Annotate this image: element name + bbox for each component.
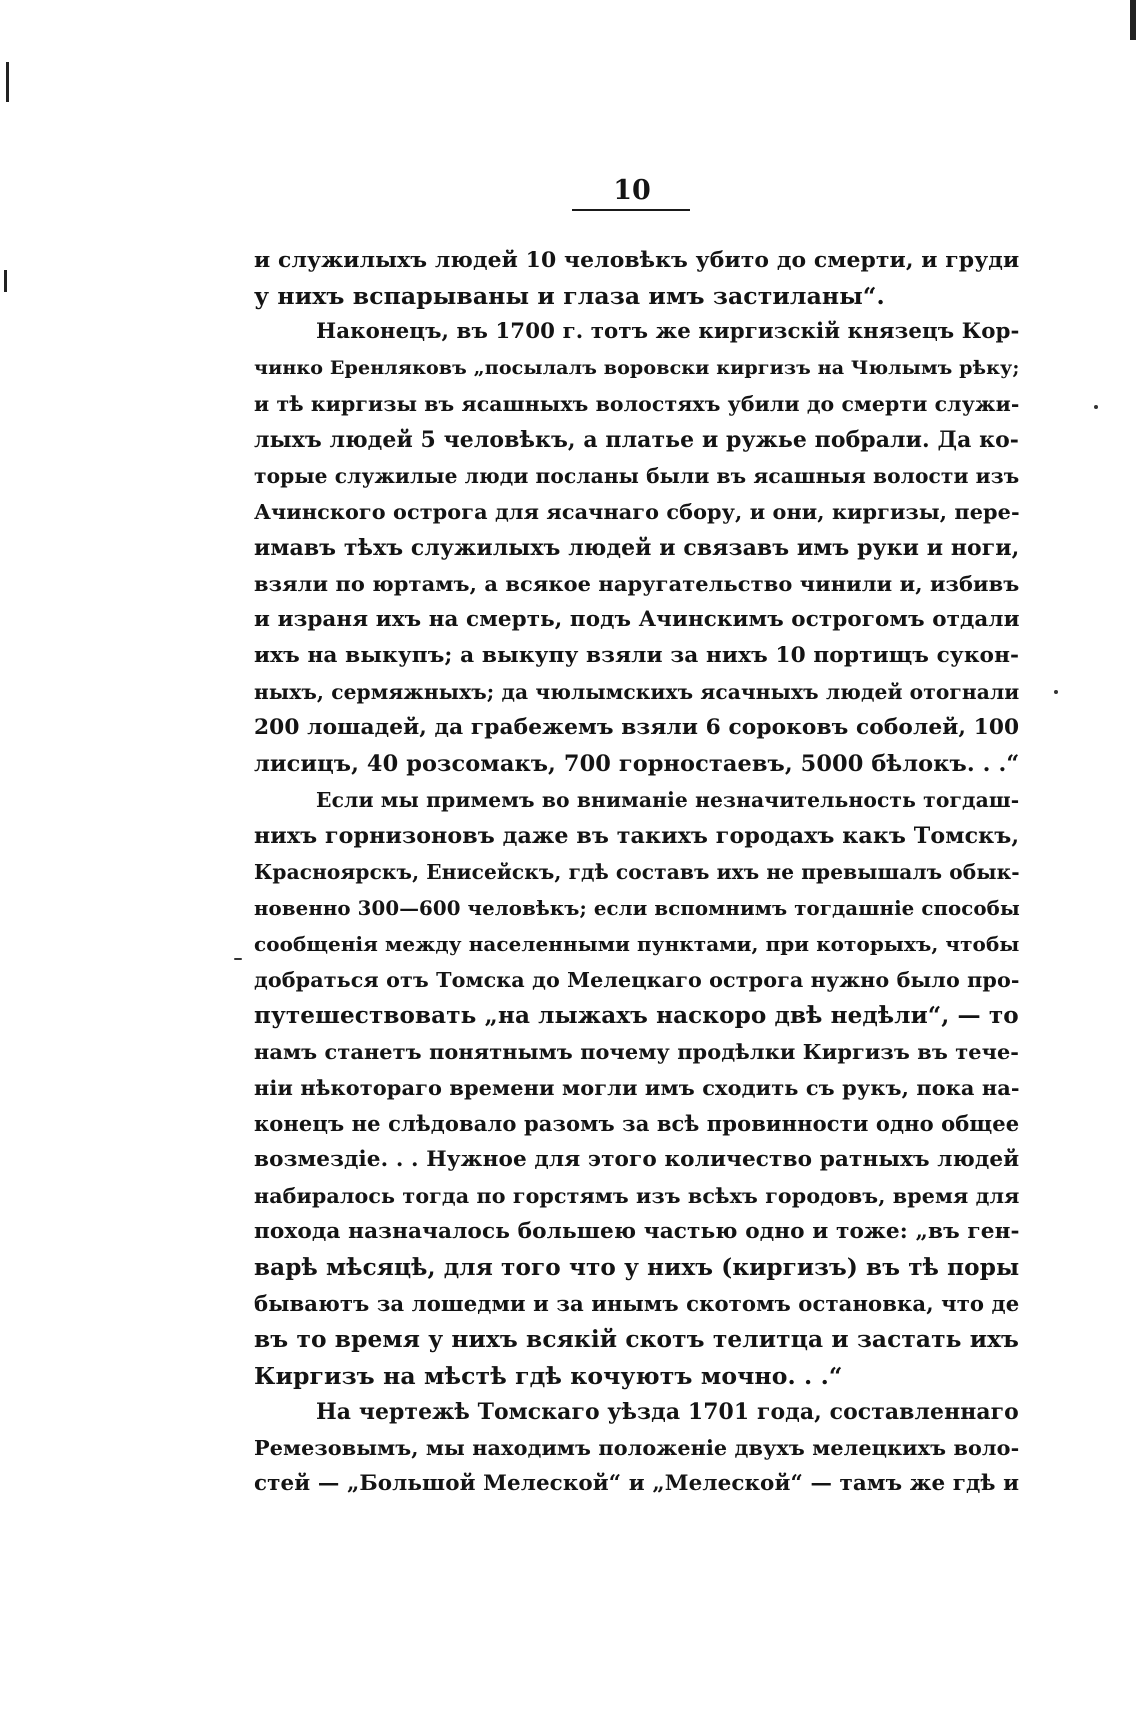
text-line: варѣ мѣсяцѣ, для того что у нихъ (киргизъ) въ тѣ поры — [254, 1254, 1020, 1281]
text-line: взяли по юртамъ, а всякое наругательство чинили и, избивъ — [254, 571, 1020, 596]
text-line: На чертежѣ Томскаго уѣзда 1701 года, составленнаго — [316, 1399, 1019, 1425]
text-line: бываютъ за лошедми и за инымъ скотомъ остановка, что де — [254, 1291, 1020, 1316]
scan-speck — [1094, 405, 1098, 409]
scan-speck — [1054, 690, 1058, 694]
text-line: сообщенія между населенными пунктами, при которыхъ, чтобы — [254, 932, 1020, 956]
text-line: намъ станетъ понятнымъ почему продѣлки Киргизъ въ тече- — [254, 1039, 1020, 1064]
text-line: чинко Еренляковъ „посылалъ воровски киргизъ на Чюлымъ рѣку; — [254, 356, 1020, 379]
text-line: у нихъ вспарываны и глаза имъ застиланы“. — [254, 282, 885, 310]
text-line: ніи нѣкотораго времени могли имъ сходить съ рукъ, пока на- — [254, 1075, 1020, 1100]
text-line: Красноярскъ, Енисейскъ, гдѣ составъ ихъ не превышалъ обык- — [254, 860, 1020, 884]
text-line: лыхъ людей 5 человѣкъ, а платье и ружье побрали. Да ко- — [254, 427, 1019, 453]
text-line: 200 лошадей, да грабежемъ взяли 6 сороковъ соболей, 100 — [254, 715, 1020, 740]
page-number-header — [572, 176, 692, 211]
text-line: и служилыхъ людей 10 человѣкъ убито до смерти, и груди — [254, 247, 1020, 273]
text-line: стей — „Большой Мелеской“ и „Мелеской“ — тамъ же гдѣ и — [254, 1471, 1020, 1496]
scan-edge-mark — [1130, 0, 1136, 40]
text-line: путешествовать „на лыжахъ наскоро двѣ недѣли“, — то — [254, 1002, 1019, 1029]
scan-edge-mark — [4, 270, 7, 292]
text-line: добраться отъ Томска до Мелецкаго острога нужно было про- — [254, 968, 1020, 992]
text-line: лисицъ, 40 розсомакъ, 700 горностаевъ, 5000 бѣлокъ. . .“ — [254, 751, 1020, 777]
scan-speck — [234, 958, 242, 960]
body-text — [254, 242, 1018, 1502]
text-line: возмездіе. . . Нужное для этого количество ратныхъ людей — [254, 1147, 1020, 1172]
text-line: Наконецъ, въ 1700 г. тотъ же киргизскій князецъ Кор- — [316, 319, 1020, 344]
text-line: конецъ не слѣдовало разомъ за всѣ провинности одно общее — [254, 1111, 1020, 1136]
text-line: ныхъ, сермяжныхъ; да чюлымскихъ ясачныхъ людей отогнали — [254, 680, 1020, 704]
text-line: имавъ тѣхъ служилыхъ людей и связавъ имъ руки и ноги, — [254, 535, 1020, 561]
text-line: въ то время у нихъ всякій скотъ телитца и застать ихъ — [254, 1326, 1020, 1353]
text-line: набиралось тогда по горстямъ изъ всѣхъ городовъ, время для — [254, 1184, 1020, 1208]
scan-edge-mark — [6, 62, 9, 102]
text-line: нихъ горнизоновъ даже въ такихъ городахъ какъ Томскъ, — [254, 823, 1020, 849]
text-line: ихъ на выкупъ; а выкупу взяли за нихъ 10 портищъ сукон- — [254, 643, 1020, 668]
text-line: Киргизъ на мѣстѣ гдѣ кочуютъ мочно. . .“ — [254, 1362, 843, 1390]
text-line: Ачинского острога для ясачнаго сбору, и они, киргизы, пере- — [254, 499, 1020, 524]
page-number-rule — [572, 209, 690, 211]
text-line: Ремезовымъ, мы находимъ положеніе двухъ мелецкихъ воло- — [254, 1436, 1020, 1460]
text-line: Если мы примемъ во вниманіе незначительность тогдаш- — [316, 788, 1020, 812]
text-line: и израня ихъ на смерть, подъ Ачинскимъ острогомъ отдали — [254, 607, 1020, 632]
text-line: торые служилые люди посланы были въ ясашныя волости изъ — [254, 464, 1020, 488]
text-line: новенно 300—600 человѣкъ; если вспомнимъ тогдашніе способы — [254, 896, 1020, 920]
text-line: похода назначалось большею частью одно и тоже: „въ ген- — [254, 1219, 1020, 1244]
text-line: и тѣ киргизы въ ясашныхъ волостяхъ убили до смерти служи- — [254, 392, 1020, 416]
page-number: 10 — [613, 175, 651, 206]
